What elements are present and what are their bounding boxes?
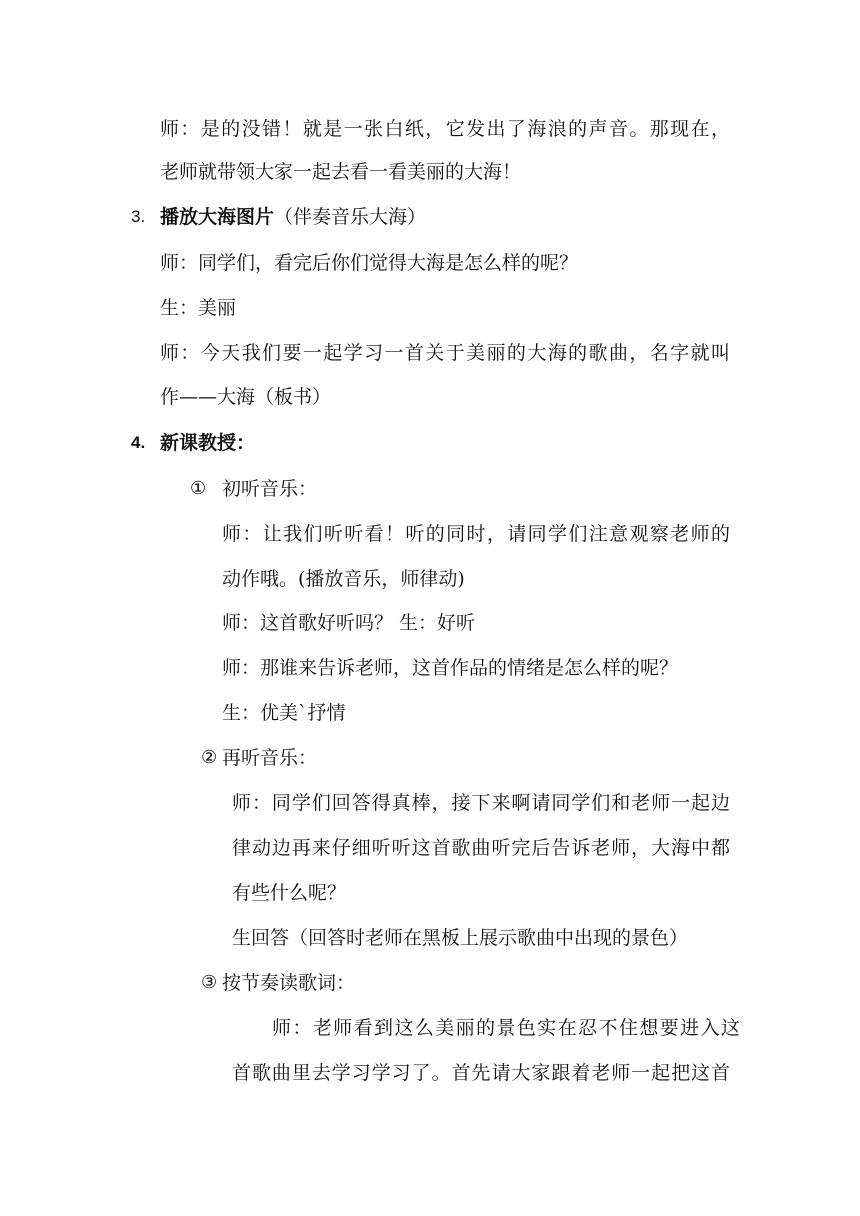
text-line: 师：让我们听听看！听的同时，请同学们注意观察老师的 (222, 523, 730, 545)
subsection-title: 初听音乐： (222, 478, 318, 500)
text-line: 师：今天我们要一起学习一首关于美丽的大海的歌曲，名字就叫 (160, 342, 730, 364)
text-line: 师：老师看到这么美丽的景色实在忍不住想要进入这 (272, 1017, 740, 1039)
list-number: 3. (131, 207, 146, 226)
section-heading-4: 新课教授： (160, 432, 256, 454)
text-line: 动作哦。(播放音乐，师律动) (222, 568, 465, 590)
text-line: 生：美丽 (160, 297, 237, 319)
text-line: 首歌曲里去学习学习了。首先请大家跟着老师一起把这首 (232, 1062, 730, 1084)
sub-marker: ① (190, 478, 207, 499)
text-line: 有些什么呢？ (232, 882, 347, 904)
section-title: 播放大海图片 (160, 206, 275, 228)
text-line: 生：优美`抒情 (222, 702, 346, 724)
text-line: 师：那谁来告诉老师，这首作品的情绪是怎么样的呢？ (222, 657, 679, 679)
subsection-title: 按节奏读歌词： (222, 972, 356, 994)
subsection-title: 再听音乐： (222, 747, 318, 769)
text-line: 作——大海（板书） (160, 386, 332, 408)
list-number: 4. (131, 433, 146, 452)
text-line: 律动边再来仔细听听这首歌曲听完后告诉老师，大海中都 (232, 837, 730, 859)
text-line: 师：同学们，看完后你们觉得大海是怎么样的呢？ (160, 252, 579, 274)
text-line: 师：这首歌好听吗？ 生：好听 (222, 612, 476, 634)
text-line: 师：是的没错！就是一张白纸，它发出了海浪的声音。那现在， (160, 118, 730, 140)
text-line: 生回答（回答时老师在黑板上展示歌曲中出现的景色） (232, 927, 689, 949)
sub-marker: ② (201, 747, 218, 768)
section-heading-3 (160, 205, 426, 229)
text-line: 老师就带领大家一起去看一看美丽的大海！ (160, 161, 522, 183)
sub-marker: ③ (201, 972, 218, 993)
section-note: （伴奏音乐大海） (274, 206, 427, 228)
text-line: 师：同学们回答得真棒，接下来啊请同学们和老师一起边 (232, 792, 730, 814)
